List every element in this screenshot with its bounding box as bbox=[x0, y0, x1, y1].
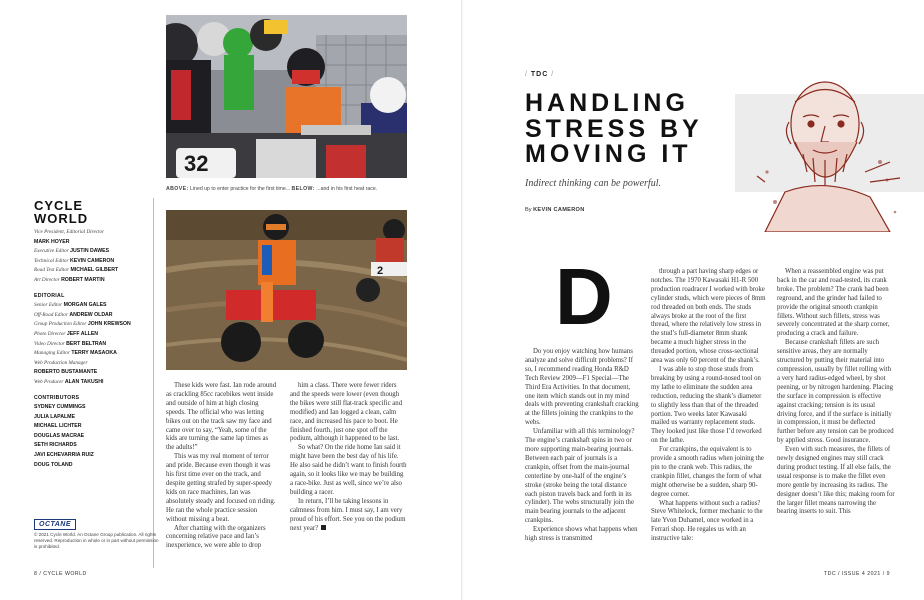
article-paragraph: through a part having sharp edges or notches. The 1970 Kawasaki H1-R 500 production roadracer I worked with broke cylinder studs, which were pieces of 8mm rod threaded on both ends. The studs always broke at the root of the first thread, where the relatively low stress in the stud’s full-diameter 8mm shank became a much higher stress in the threaded portion, whose cross-sectional area was only 60 percent of the shank’s. bbox=[651, 268, 766, 365]
masthead-staff-entry bbox=[34, 301, 159, 311]
article-headline bbox=[525, 91, 745, 168]
masthead-title-line1: CYCLE bbox=[34, 198, 84, 213]
staff-role: Road Test Editor bbox=[34, 267, 69, 274]
staff-name: MORGAN GALES bbox=[63, 302, 107, 309]
octane-logo: OCTANE bbox=[34, 519, 76, 530]
byline bbox=[525, 207, 585, 213]
staff-name: ROBERTO BUSTAMANTE bbox=[34, 369, 98, 376]
copyright-notice: © 2021 Cycle World. An Octane Group publication. All rights reserved. Reproduction in whole or in part without permission is prohibited. bbox=[34, 532, 159, 550]
contributor-name: DOUG TOLAND bbox=[34, 461, 73, 468]
masthead-staff-entry bbox=[34, 359, 159, 369]
staff-name: BERT BELTRAN bbox=[66, 340, 107, 347]
kicker-slash-close: / bbox=[548, 71, 555, 78]
masthead-staff-entry bbox=[34, 368, 159, 378]
staff-role: Managing Editor bbox=[34, 350, 70, 357]
masthead-title bbox=[34, 199, 144, 225]
number-plate-text: 32 bbox=[184, 151, 209, 176]
masthead-staff-entry bbox=[34, 378, 159, 388]
folio-right: TDC / ISSUE 4 2021 / 9 bbox=[823, 571, 890, 577]
article-paragraph: When a reassembled engine was put back in the car and road-tested, its crank broke. The problem? The crank had been reground, and the grinder had failed to provide the original smooth crankpin fillets. Without such fillets, stress was severely concentrated at the sharp corner, producing a crack and failure. bbox=[777, 268, 890, 338]
contributor-name: JULIA LAPALME bbox=[34, 413, 75, 420]
riders-lineup-illustration bbox=[166, 15, 407, 178]
staff-role: Vice President, Editorial Director bbox=[34, 229, 105, 235]
article-paragraph: What happens without such a radius? Steve Whitelock, former mechanic to the late Yvon Duhamel, once worked in a Ferrari shop. He regales us with an instructive tale: bbox=[651, 499, 763, 543]
headline-line-2: STRESS BY bbox=[525, 114, 703, 143]
staff-name: ANDREW OLDAR bbox=[69, 311, 113, 318]
number-plate-text-2: 2 bbox=[377, 265, 384, 277]
byline-name: KEVIN CAMERON bbox=[533, 207, 585, 213]
headline-line-1: HANDLING bbox=[525, 89, 689, 117]
article-paragraph: Experience shows what happens when high stress is transmitted bbox=[525, 526, 638, 543]
masthead-staff-list bbox=[34, 228, 159, 470]
masthead-staff-entry bbox=[34, 311, 159, 321]
staff-role: Senior Editor bbox=[34, 302, 63, 309]
contributor-name: MICHAEL LICHTER bbox=[34, 423, 82, 430]
right-article-column-2 bbox=[651, 268, 766, 544]
folio-left: 8 / CYCLE WORLD bbox=[34, 571, 87, 577]
article-paragraph: Because crankshaft fillets are such sensitive areas, they are normally structured by putting their material into compression, usually by fillet rolling with a very hard radius-edged wheel, by shot peening, or by nitrogen hardening. Placing the surface in compression is effective against cracking; tension is its usual driving force, and if the surface is initially in compression, it must be deflected further before any tension can be produced by applied stress. Good insurance. bbox=[777, 339, 894, 445]
staff-role: Video Director bbox=[34, 340, 65, 347]
contributor-name: SETH RICHARDS bbox=[34, 442, 77, 449]
article-paragraph: Do you enjoy watching how humans analyze and solve difficult problems? If so, I recommend reading Honda R&D Tech Review 2009—F1 Special—The Third Era Activities. In that document, one item which stands out in my mind deals with preventing crankshaft cracking at the fillets joining the crankpins to the webs. bbox=[525, 348, 639, 427]
right-article-column-3 bbox=[777, 268, 895, 517]
heat-race-photo bbox=[166, 210, 407, 370]
masthead-staff-entry bbox=[34, 340, 159, 350]
byline-prefix: By bbox=[525, 207, 534, 213]
staff-role: Web Producer bbox=[34, 378, 64, 385]
riders-lineup-photo bbox=[166, 15, 407, 178]
staff-name: ROBERT MARTIN bbox=[61, 276, 105, 283]
masthead-staff-entry bbox=[34, 247, 159, 257]
staff-role: Group Production Editor bbox=[34, 321, 87, 328]
masthead-title-line2: WORLD bbox=[34, 211, 89, 226]
article-paragraph: After chatting with the organizers concerning relative pace and Ian’s inexperience, we were able to drop bbox=[166, 524, 266, 550]
masthead-staff-entry bbox=[34, 330, 159, 340]
staff-role: Off-Road Editor bbox=[34, 311, 68, 318]
staff-name: KEVIN CAMERON bbox=[70, 257, 115, 264]
staff-name: JUSTIN DAWES bbox=[70, 248, 110, 255]
kicker-slash-open: / bbox=[525, 71, 531, 78]
headline-line-3: MOVING IT bbox=[525, 140, 692, 168]
staff-name: MICHAEL GILBERT bbox=[70, 267, 119, 274]
article-paragraph: I was able to stop those studs from breaking by using a round-nosed tool on my lathe to eliminate the sudden area reduction, reducing the shank’s diameter to slightly less than that of the threaded portion. Two weeks later Kawasaki mailed us warranty replacement studs. They looked just like those I’d reworked on the lathe. bbox=[651, 365, 762, 445]
contributor-name: JAVI ECHEVARRIA RUIZ bbox=[34, 452, 94, 459]
caption-text-above: Lined up to enter practice for the first time... bbox=[188, 186, 292, 192]
staff-role: Executive Editor bbox=[34, 248, 69, 255]
right-article-column-1 bbox=[525, 348, 640, 544]
contributors-heading: CONTRIBUTORS bbox=[34, 394, 80, 401]
left-article-column-2 bbox=[290, 382, 407, 533]
article-paragraph: So what? On the ride home Ian said it might have been the best day of his life. He also said he didn’t want to finish fourth again, so it looks like we may be building a race-bike. Just as well, since we’re also building a racer. bbox=[290, 444, 407, 496]
heat-race-illustration bbox=[166, 210, 407, 370]
article-paragraph: In return, I’ll be taking lessons in calmness from him. I must say, I am very proud of his effort. See you on the podium next year? bbox=[290, 497, 406, 532]
left-article-column-1 bbox=[166, 382, 278, 551]
staff-role: Technical Editor bbox=[34, 257, 69, 264]
photo-caption bbox=[166, 186, 407, 193]
staff-name: MARK HOYER bbox=[34, 238, 70, 245]
article-paragraph: him a class. There were fewer riders and the speeds were lower (even though the bikes were still flat-track specific and modified) and Ian logged a clean, calm race, and increased his pace to boot. He finished fourth, just one spot off the podium, although it happened to be last. bbox=[290, 382, 403, 443]
article-paragraph: This was my real moment of terror and pride. Because even though it was his first time ever on the track, and despite getting strafed by super-speedy kids on race machines, Ian was absolutely steady and focused on riding. He ran the whole practice session without missing a beat. bbox=[166, 453, 276, 523]
author-portrait-illustration bbox=[755, 62, 905, 232]
staff-name: JOHN KREWSON bbox=[87, 321, 131, 328]
article-deck: Indirect thinking can be powerful. bbox=[525, 178, 661, 189]
editorial-heading: EDITORIAL bbox=[34, 292, 65, 299]
staff-name: TERRY MASAOKA bbox=[71, 350, 117, 357]
section-kicker bbox=[525, 71, 554, 78]
kicker-text: TDC bbox=[530, 71, 549, 78]
staff-name: JEFF ALLEN bbox=[66, 330, 99, 337]
article-paragraph: For crankpins, the equivalent is to provide a smooth radius when joining the pin to the crank web. This radius, the crankpin fillet, changes the form of what might otherwise be a sudden, sharp 90-degree corner. bbox=[651, 446, 764, 498]
caption-label-below: BELOW: bbox=[291, 186, 315, 192]
masthead-staff-entry bbox=[34, 257, 159, 267]
page-spine bbox=[461, 0, 463, 600]
staff-role: Photo Director bbox=[34, 330, 66, 337]
end-of-article-mark bbox=[321, 525, 326, 530]
masthead-staff-entry bbox=[34, 228, 159, 238]
contributor-name: SYDNEY CUMMINGS bbox=[34, 404, 86, 411]
article-paragraph: Even with such measures, the fillets of newly designed engines may still crack during product testing. If all else fails, the usual response is to make the fillet even more gentle by increasing its radius. The designer doesn’t like this; making room for the larger fillet means narrowing the bearing inserts to suit. This bbox=[777, 446, 895, 516]
article-paragraph: Unfamiliar with all this terminology? The engine’s crankshaft spins in two or more supporting main-bearing journals. Between each pair of journals is a crankpin, offset from the main-journal centerline by one-half of the engine’s stroke (stroke being the total distance each piston travels back and forth in its cylinder). The webs structurally join the main bearing journals to the adjacent crankpins. bbox=[525, 428, 635, 525]
article-paragraph: These kids were fast. Ian rode around as crackling 85cc racebikes went inside and outside of him at high closing speeds. The official who was letting bikes out on the track saw my face and came over to say, “Yeah, some of the kids are turning the same lap times as the adults!” bbox=[166, 382, 277, 452]
contributor-name: DOUGLAS MACRAE bbox=[34, 432, 85, 439]
caption-label-above: ABOVE: bbox=[166, 186, 189, 192]
staff-role: Art Director bbox=[34, 276, 60, 283]
staff-role: Web Production Manager bbox=[34, 359, 88, 366]
masthead-staff-entry bbox=[34, 349, 159, 359]
drop-cap: D bbox=[555, 252, 613, 341]
masthead-staff-entry bbox=[34, 276, 159, 286]
masthead-staff-entry bbox=[34, 320, 159, 330]
staff-name: ALAN TAKUSHI bbox=[64, 378, 104, 385]
masthead-staff-entry bbox=[34, 266, 159, 276]
caption-text-below: ...and in his first heat race. bbox=[314, 186, 378, 192]
masthead-staff-entry bbox=[34, 238, 159, 248]
